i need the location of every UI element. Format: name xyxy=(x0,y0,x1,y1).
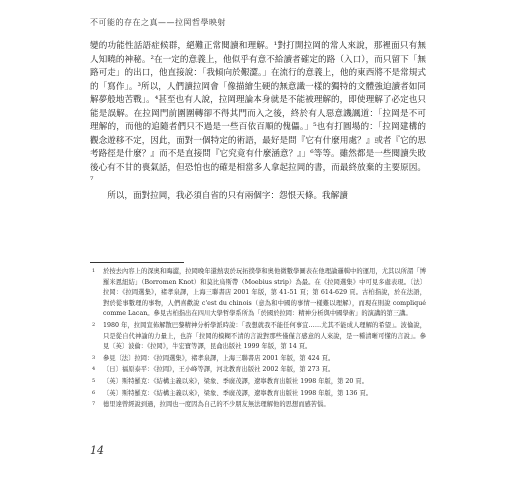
footnote-text: 參見〔法〕拉岡：《拉岡選集》，褚孝泉譯，上海三聯書店 2001 年版，第 424 頁。 xyxy=(103,354,335,362)
footnote-number: 6 xyxy=(92,389,96,396)
footnote-text: 德里達曾經說到過，拉岡也一度因為自己的不少朋友無法理解他的思想而感苦惱。 xyxy=(103,401,330,409)
footnote-number: 5 xyxy=(92,377,96,384)
footnote-3 xyxy=(90,354,426,365)
footnote-4 xyxy=(90,365,426,376)
running-head: 不可能的存在之真——拉岡哲學映射 xyxy=(90,18,226,27)
footnote-number: 7 xyxy=(92,401,96,408)
page-number: 14 xyxy=(90,444,104,457)
footnote-text: 〔英〕斯特羅克：《結構主義以來》，梁象、季廣茂譯，遼寧教育出版社 1998 年版，第 20 頁。 xyxy=(103,377,369,385)
footnote-number: 2 xyxy=(92,321,96,328)
footnote-number: 4 xyxy=(92,366,96,373)
footnote-text: 〔日〕福原泰平：《拉岡》，王小峰等譯，河北教育出版社 2002 年版，第 273 頁。 xyxy=(103,366,335,374)
footnote-5 xyxy=(90,377,426,388)
footnote-text: 〔英〕斯特羅克：《結構主義以來》，梁象、季廣茂譯，遼寧教育出版社 1998 年版，第 136 頁。 xyxy=(103,389,373,397)
main-text xyxy=(90,40,426,203)
footnote-text: 1980 年，拉岡宣佈解散巴黎精神分析學派時說：「我想就我不能任何事宜……尤其不能成人理解的希望」。波倫說，只是從自代神諭的力量上，也許「拉岡的模糊不清的言說對那些僅僅言感意的人來說，是一種清晰可懂的言說」。參見〔英〕波倫：《拉岡》，牛宏寶等譯，昆侖出版社 1999 年版，第 14 頁。 xyxy=(103,321,426,351)
footnote-6 xyxy=(90,389,426,400)
body-paragraph-1: 變的功能性話語症候群，絕難正常閱讀和理解。¹對打開拉岡的常人來說，那裡面只有無人知曉的神秘。²在一定的意義上，他似乎有意不給讀者確定的路（入口），而只留下「無路可走」的出口，他直接說：「我傾向於艱澀。」在流行的意義上，他的東西將不是常規式的「寫作」。³所以，人們讀拉岡會「像描繪生硬的無意識一樣的獨特的文體強迫讀者如同解夢般地苦戰」。⁴甚至也有人說，拉岡理論本身就是不能被理解的，即使理解了必定也只能是誤解。在拉岡門前圍圍轉卻不得其門而入之後，終於有人惡意譏諷道：「拉岡是不可理解的，而他的追隨者們只不過是一些百依百順的傀儡。」⁵也有打圓場的：「拉岡建構的觀念遊移不定，因此，面對一個特定的術語，最好是問『它有什麼用處？』或者『它的思考路徑是什麼？』而不是直接問『它究竟有什麼涵意？』」⁶等等。雖然都是一些閱讀失敗後心有不甘的喪氣話，但恐怕也的確是相當多人拿起拉岡的書，而最終放棄的主要原因。⁷ xyxy=(90,41,426,186)
footnote-number: 1 xyxy=(92,268,96,274)
footnote-7 xyxy=(90,400,426,411)
footnote-number: 3 xyxy=(92,354,96,361)
footnotes-section xyxy=(90,267,426,412)
footnote-text: 於按去內容上的深奧和晦澀，拉岡晚年還熱衷於玩拓撲學和奧他微數學圖表在他理論邏輯中的運用，尤其以所謂「博羅米恩紐結」（Borromen Knot）和莫比烏斯帶（Moebius strip）為最。在《拉岡選集》中可見多處表現。〔法〕拉岡：《拉岡選集》，褚孝泉譯，上海三聯書店 2001 年版，第 41-51 頁；第 614-629 頁。古柏指說，於在法語，對於從事數理的事物，人們喜歡說 c'est du chinois（意為和中國的事情一樣難以理解），而現在則說 compliqué comme Lacan。參見古柏指出在四川大學哲學系所為「於國於拉岡：精神分析與中國學術」的演講的第三講。 xyxy=(103,268,426,318)
footnote-1 xyxy=(90,267,426,320)
body-paragraph-2: 所以，面對拉岡，我必須自省的只有兩個字：怨恨天條。我解讀 xyxy=(107,190,348,201)
footnote-2 xyxy=(90,321,426,353)
footnote-divider xyxy=(90,262,184,263)
